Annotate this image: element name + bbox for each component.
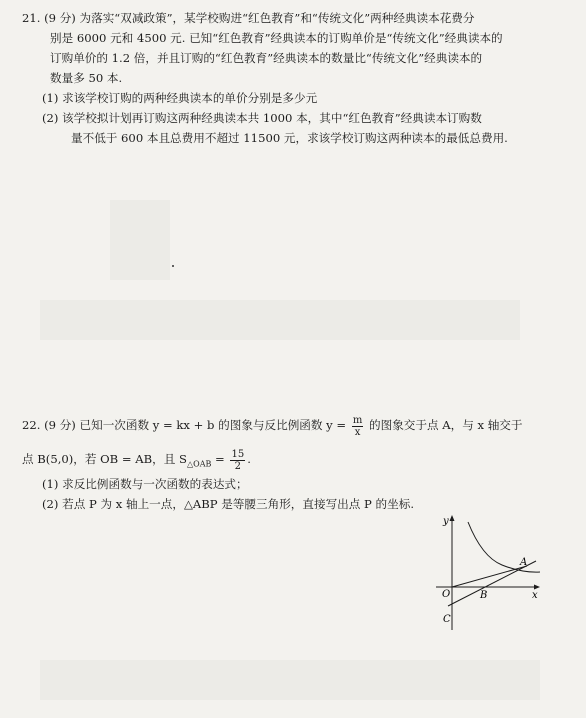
bleed-through-shadow [40, 660, 540, 700]
q22-part-2: (2) 若点 P 为 x 轴上一点，△ABP 是等腰三角形，直接写出点 P 的坐标. [42, 497, 414, 511]
point-a-label: A [520, 557, 528, 568]
area-subscript: △OAB [186, 459, 212, 469]
y-axis-arrow [450, 515, 455, 521]
y-axis-label: y [443, 516, 449, 527]
origin-label: O [442, 589, 451, 600]
point-c-label: C [443, 614, 451, 625]
q22-line-2-post: . [247, 452, 251, 466]
q21-line-4: 数量多 50 本. [50, 71, 123, 85]
q22-line-1 [22, 412, 562, 438]
fraction-numerator: 15 [231, 448, 245, 460]
x-axis-label: x [532, 590, 538, 601]
point-b-label: B [480, 590, 488, 601]
q22-part-1: (1) 求反比例函数与一次函数的表达式； [42, 477, 248, 491]
function-graph-figure [432, 512, 542, 634]
x-axis-arrow [534, 585, 540, 590]
q21-line-3: 订购单价的 1.2 倍，并且订购的“红色教育”经典读本的数量比“传统文化”经典读本的 [50, 51, 483, 65]
bleed-through-shadow [40, 300, 520, 340]
q21-line-1: 21. (9 分) 为落实“双减政策”，某学校购进“红色教育”和“传统文化”两种经典读本花费分 [22, 11, 475, 25]
q21-part-2b: 量不低于 600 本且总费用不超过 11500 元，求该学校订购这两种读本的最低总费用. [71, 131, 508, 145]
q21-part-1: (1) 求该学校订购的两种经典读本的单价分别是多少元 [42, 91, 318, 105]
fraction-m-over-x [352, 415, 363, 438]
bleed-through-shadow [110, 200, 170, 280]
q22-line-1-post: 的图象交于点 A，与 x 轴交于 [369, 418, 523, 432]
q21-line-2: 别是 6000 元和 4500 元. 已知“红色教育”经典读本的订购单价是“传统文化”经典读本的 [50, 31, 503, 45]
fraction-numerator: m [352, 414, 363, 426]
fraction-denominator: 2 [234, 460, 241, 472]
segment-oa [452, 566, 527, 587]
q21-part-2a: (2) 该学校拟计划再订购这两种经典读本共 1000 本，其中“红色教育”经典读本订购数 [42, 111, 482, 125]
question-22 [22, 412, 562, 514]
stray-dot [172, 265, 174, 267]
fraction-15-over-2 [230, 449, 245, 472]
q22-line-1-pre: 22. (9 分) 已知一次函数 y = kx + b 的图象与反比例函数 y = [22, 418, 347, 432]
fraction-denominator: x [354, 426, 361, 438]
q22-line-2-mid: = [211, 452, 225, 466]
question-21 [22, 8, 562, 148]
q22-line-2-pre: 点 B(5,0)，若 OB = AB，且 S [22, 452, 187, 466]
q22-line-2 [22, 444, 562, 474]
